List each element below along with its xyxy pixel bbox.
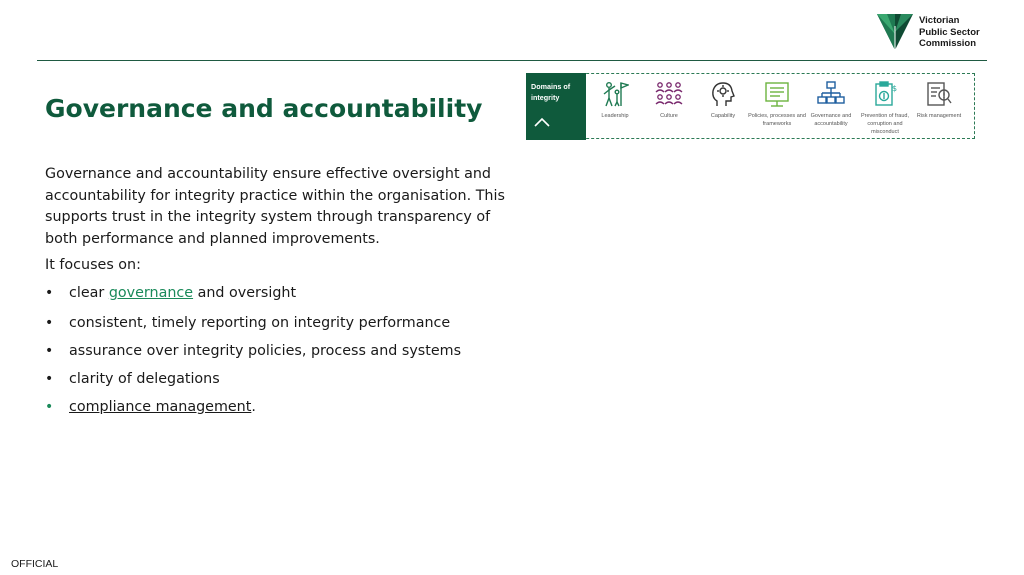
domain-label: Culture	[660, 113, 678, 119]
slide-title: Governance and accountability	[45, 94, 483, 123]
domain-label: Leadership	[601, 113, 629, 119]
domains-of-integrity-panel	[526, 73, 975, 139]
bullet-text-after: .	[251, 399, 256, 415]
vpsc-logo	[875, 12, 1015, 54]
bullet-dot: •	[45, 371, 54, 387]
domains-heading: Domains of integrity	[531, 82, 571, 102]
domain-leadership[interactable]	[590, 78, 640, 138]
bullet-dot: •	[45, 285, 54, 301]
svg-text:$: $	[892, 84, 898, 93]
bullet-text: clarity of delegations	[69, 371, 220, 387]
domain-culture[interactable]	[644, 78, 694, 138]
logo-line-2: Public Sector	[919, 26, 980, 38]
domains-heading-block[interactable]	[526, 73, 586, 140]
leadership-icon	[601, 80, 629, 108]
domain-label: Governance and accountability	[810, 113, 852, 127]
policies-icon	[763, 80, 791, 108]
domain-prevention[interactable]	[860, 78, 910, 138]
bullet-text	[69, 399, 256, 415]
intro-paragraph: Governance and accountability ensure effective oversight and accountability for integrity practice within the organisation. This supports trust in the integrity system through transparency of both performance and planned improvements.	[45, 166, 505, 247]
logo-line-3: Commission	[919, 38, 977, 49]
bullet-text	[69, 285, 296, 301]
bullet-text-after: and oversight	[193, 285, 297, 301]
bullet-text: consistent, timely reporting on integrity performance	[69, 315, 451, 331]
domain-governance[interactable]	[806, 78, 856, 138]
logo-line-1: Victorian	[919, 15, 960, 26]
governance-link[interactable]: governance	[108, 285, 194, 301]
domain-risk[interactable]	[914, 78, 964, 138]
bullet-dot: •	[45, 399, 54, 415]
prevention-icon	[871, 80, 899, 108]
compliance-management-link[interactable]: compliance management	[69, 399, 252, 415]
domain-policies[interactable]	[748, 78, 806, 138]
header-rule	[37, 60, 987, 61]
bullet-text: assurance over integrity policies, process and systems	[69, 343, 462, 359]
bullet-text-before: clear	[69, 285, 109, 301]
classification-label: OFFICIAL	[11, 558, 59, 570]
bullet-dot: •	[45, 315, 54, 331]
focus-label: It focuses on:	[45, 257, 141, 273]
domain-capability[interactable]	[698, 78, 748, 138]
governance-icon	[817, 80, 845, 108]
chevron-up-icon[interactable]	[534, 117, 550, 127]
domain-label: Prevention of fraud, corruption and misconduct	[860, 113, 909, 135]
logo-wordmark	[919, 15, 980, 50]
risk-icon	[925, 80, 953, 108]
vpsc-triangle-logo-icon	[875, 12, 915, 52]
domain-label: Risk management	[916, 113, 962, 119]
bullet-dot: •	[45, 343, 54, 359]
culture-icon	[655, 80, 683, 108]
capability-icon	[709, 80, 737, 108]
domain-label: Capability	[710, 113, 736, 119]
domain-label: Policies, processes and frameworks	[748, 113, 806, 127]
